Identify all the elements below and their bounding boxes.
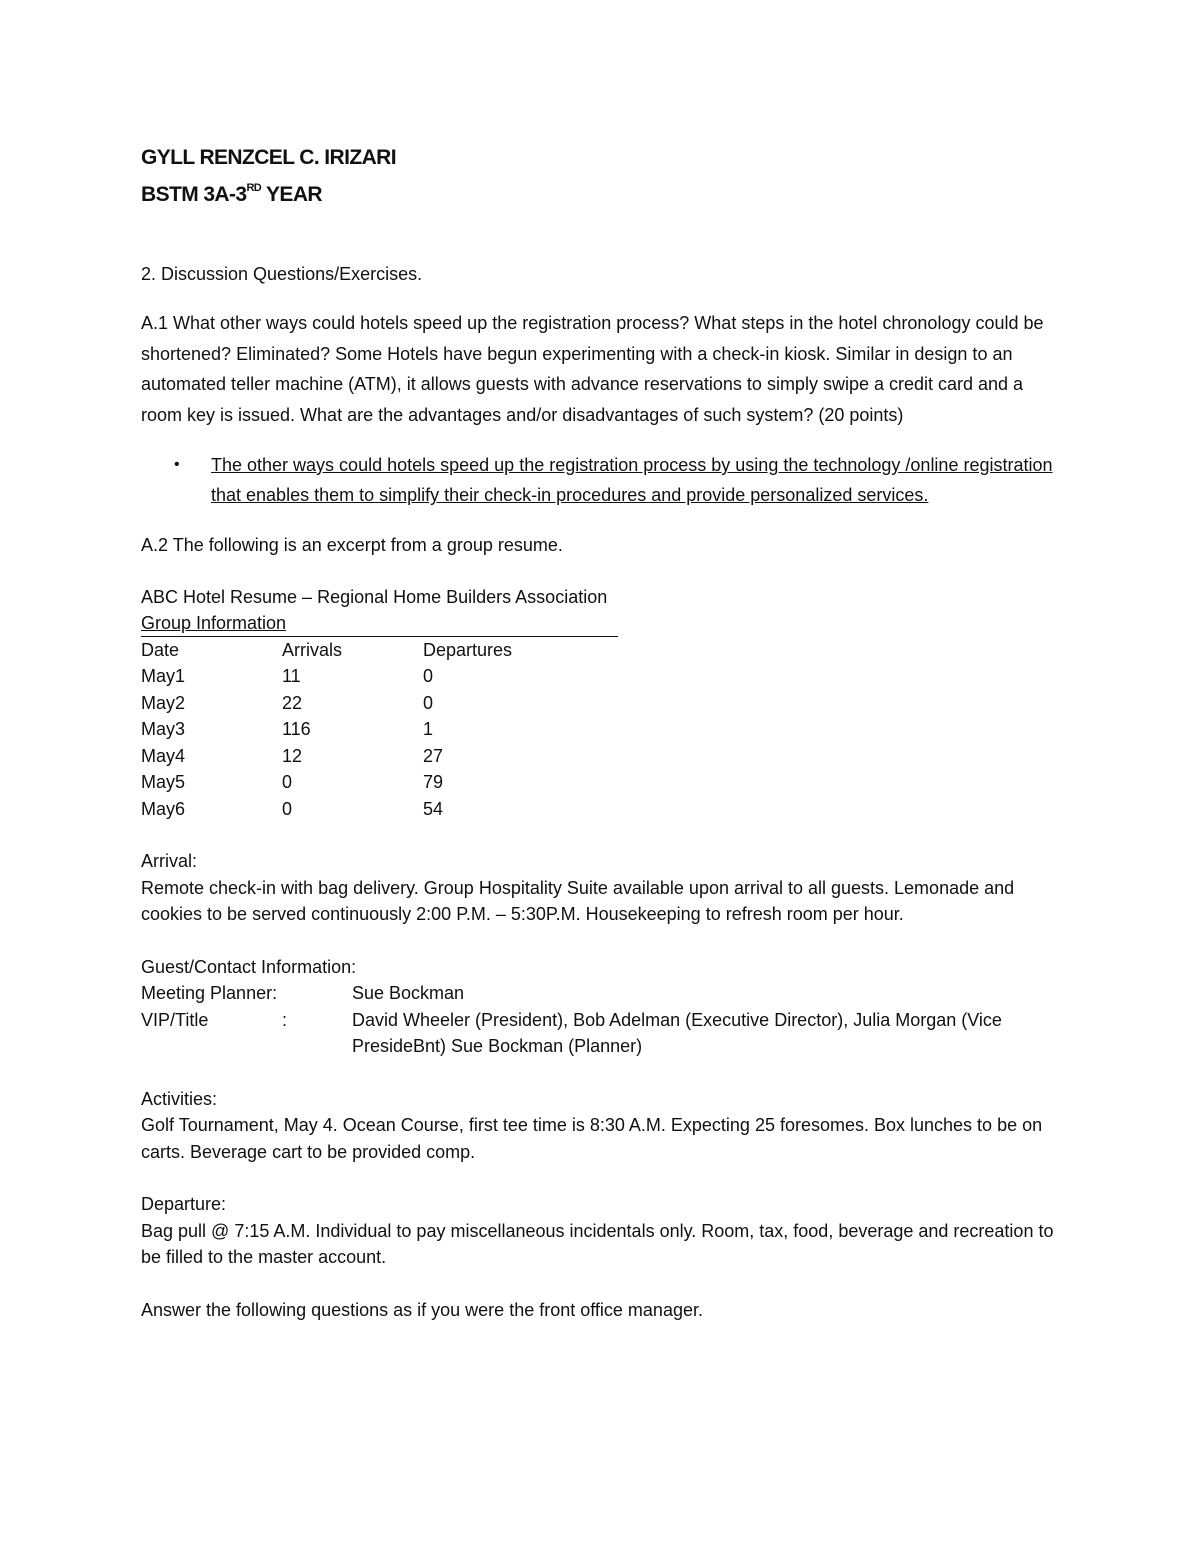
cell-arrivals: 22 bbox=[282, 692, 303, 713]
table-row bbox=[141, 663, 512, 690]
meeting-planner-label: Meeting Planner: bbox=[141, 983, 278, 1004]
arrival-text: Remote check-in with bag delivery. Group Hospitality Suite available upon arrival to all guests. Lemonade and cookies to be served continuously 2:00 P.M. – 5:30P.M. Housekeeping to refresh room per hour. bbox=[141, 877, 1015, 925]
vip-value: David Wheeler (President), Bob Adelman (Executive Director), Julia Morgan (Vice PresideBnt) Sue Bockman (Planner) bbox=[352, 1009, 1002, 1057]
cell-date: May4 bbox=[141, 745, 186, 766]
cell-departures: 54 bbox=[423, 798, 444, 819]
vip-label: VIP/Title bbox=[141, 1009, 209, 1030]
departure-text: Bag pull @ 7:15 A.M. Individual to pay miscellaneous incidentals only. Room, tax, food, beverage and recreation to be filled to the master account. bbox=[141, 1220, 1054, 1268]
departure-heading: Departure: bbox=[141, 1194, 227, 1215]
table-row bbox=[141, 769, 512, 796]
bullet-icon: • bbox=[174, 456, 180, 474]
vip-row bbox=[141, 1007, 1061, 1060]
cell-departures: 79 bbox=[423, 772, 444, 793]
cell-arrivals: 0 bbox=[282, 798, 293, 819]
cell-date: May6 bbox=[141, 798, 186, 819]
cell-departures: 0 bbox=[423, 692, 434, 713]
group-information-label: Group Information bbox=[141, 611, 618, 637]
cell-date: May3 bbox=[141, 719, 186, 740]
student-name: GYLL RENZCEL C. IRIZARI bbox=[141, 146, 396, 169]
cell-departures: 1 bbox=[423, 719, 434, 740]
course-suffix: YEAR bbox=[261, 183, 322, 206]
cell-departures: 27 bbox=[423, 745, 444, 766]
meeting-planner-row bbox=[141, 980, 1061, 1007]
cell-arrivals: 116 bbox=[282, 719, 311, 740]
answer-a1-list bbox=[174, 450, 1061, 511]
cell-arrivals: 11 bbox=[282, 666, 301, 687]
closing-instruction: Answer the following questions as if you were the front office manager. bbox=[141, 1299, 703, 1320]
cell-arrivals: 12 bbox=[282, 745, 303, 766]
course-year bbox=[141, 174, 1061, 211]
meeting-planner-value: Sue Bockman bbox=[352, 983, 465, 1004]
course-prefix: BSTM 3A-3 bbox=[141, 183, 247, 206]
table-row bbox=[141, 743, 512, 770]
resume-title: ABC Hotel Resume – Regional Home Builders Association bbox=[141, 587, 608, 608]
cell-departures: 0 bbox=[423, 666, 434, 687]
guest-contact-heading: Guest/Contact Information: bbox=[141, 956, 357, 977]
header-arrivals: Arrivals bbox=[282, 639, 343, 660]
vip-separator: : bbox=[282, 1009, 288, 1030]
table-row bbox=[141, 690, 512, 717]
cell-arrivals: 0 bbox=[282, 772, 293, 793]
activities-text: Golf Tournament, May 4. Ocean Course, first tee time is 8:30 A.M. Expecting 25 foresomes. Box lunches to be on carts. Beverage cart to be provided comp. bbox=[141, 1115, 1043, 1162]
header-departures: Departures bbox=[423, 639, 513, 660]
question-a2-intro: A.2 The following is an excerpt from a group resume. bbox=[141, 534, 563, 555]
cell-date: May2 bbox=[141, 692, 186, 713]
section-title: 2. Discussion Questions/Exercises. bbox=[141, 264, 423, 284]
group-table bbox=[141, 637, 512, 823]
cell-date: May5 bbox=[141, 772, 186, 793]
arrival-heading: Arrival: bbox=[141, 851, 198, 872]
question-a1: A.1 What other ways could hotels speed up the registration process? What steps in the hotel chronology could be shortened? Eliminated? Some Hotels have begun experimenting with a check-in kiosk. Similar in design to an automated teller machine (ATM), it allows guests with advance reservations to simply swipe a credit card and a room key is issued. What are the advantages and/or disadvantages of such system? (20 points) bbox=[141, 313, 1044, 425]
header-date: Date bbox=[141, 639, 180, 660]
document-content bbox=[141, 142, 1061, 1323]
table-row bbox=[141, 796, 512, 823]
activities-heading: Activities: bbox=[141, 1088, 218, 1109]
course-superscript: RD bbox=[246, 182, 262, 194]
cell-date: May1 bbox=[141, 666, 186, 687]
answer-a1: The other ways could hotels speed up the registration process by using the technology /online registration that enables them to simplify their check-in procedures and provide personalized services. bbox=[211, 455, 1053, 506]
table-row bbox=[141, 716, 512, 743]
table-header-row bbox=[141, 637, 512, 664]
